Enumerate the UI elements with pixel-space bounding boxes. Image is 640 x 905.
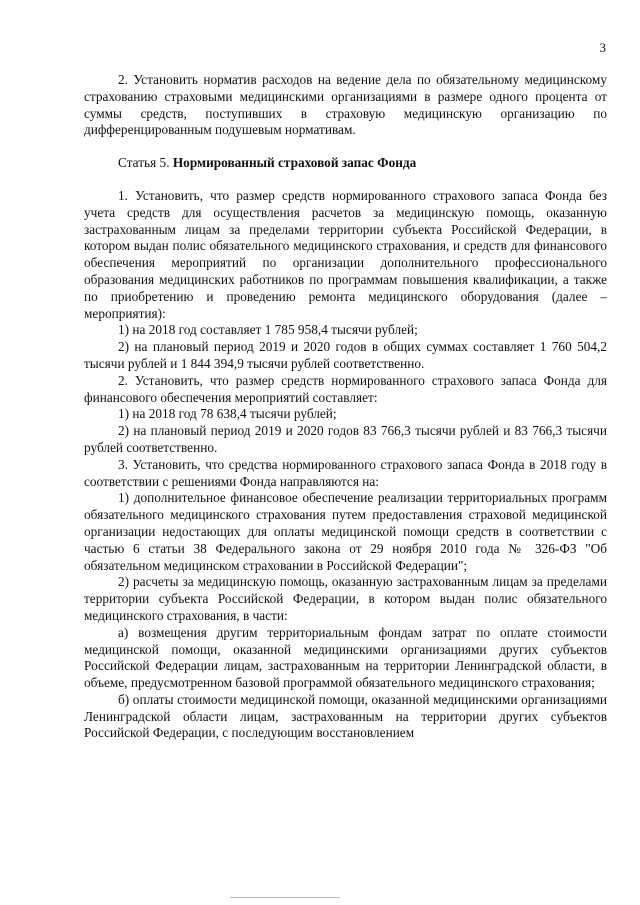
document-body [84,72,607,742]
article-prefix: Статья 5. [118,155,170,171]
paragraph-3-item-2-a: а) возмещения другим территориальным фондам затрат по оплате стоимости медицинской помощи, оказанной медицинскими организациями других субъектов Российской Федерации лицам, застрахованным на территории Ленинградской области, в объеме, предусмотренном базовой программой обязательного медицинского страхования; [84,624,607,691]
paragraph-2: 2. Установить, что размер средств нормированного страхового запаса Фонда для финансового обеспечения мероприятий составляет: [84,372,607,405]
paragraph-3: 3. Установить, что средства нормированного страхового запаса Фонда в 2018 году в соответствии с решениями Фонда направляются на: [84,456,607,489]
article-heading [84,155,607,172]
paragraph-3-item-2: 2) расчеты за медицинскую помощь, оказанную застрахованным лицам за пределами территории субъекта Российской Федерации, в котором выдан полис обязательного медицинского страхования, в части: [84,574,607,623]
page-bottom-rule [230,897,340,898]
paragraph-1-item-1: 1) на 2018 год составляет 1 785 958,4 тысячи рублей; [118,322,418,338]
page-number: 3 [599,40,606,55]
paragraph-1: 1. Установить, что размер средств нормированного страхового запаса Фонда без учета средств для осуществления расчетов за медицинскую помощь, оказанную застрахованным лицам за пределами территории субъекта Российской Федерации, в котором выдан полис обязательного медицинского страхования, и средств для финансового обеспечения мероприятий по организации дополнительного профессионального образования медицинских работников по программам повышения квалификации, а также по приобретению и проведению ремонта медицинского оборудования (далее – мероприятия): [84,187,607,321]
paragraph-norm-expenses: 2. Установить норматив расходов на ведение дела по обязательному медицинскому страхованию страховыми медицинскими организациями в размере одного процента от суммы средств, поступивших в страховую медицинскую организацию по дифференцированным подушевым нормативам. [84,72,607,138]
paragraph-2-item-1: 1) на 2018 год 78 638,4 тысячи рублей; [118,406,337,422]
paragraph-3-item-2-b: б) оплаты стоимости медицинской помощи, оказанной медицинскими организациями Ленинградской области лицам, застрахованным на территории других субъектов Российской Федерации, с последующим восстановлением [84,691,607,741]
paragraph-1-item-2: 2) на плановый период 2019 и 2020 годов в общих суммах составляет 1 760 504,2 тысячи рублей и 1 844 394,9 тысячи рублей соответственно. [84,339,607,371]
article-title: Нормированный страховой запас Фонда [172,155,417,171]
paragraph-3-item-1: 1) дополнительное финансовое обеспечение реализации территориальных программ обязательного медицинского страхования путем предоставления страховой медицинской организации недостающих для оплаты медицинской помощи средств в соответствии с частью 6 статьи 38 Федерального закона от 29 ноября 2010 года № 326-ФЗ "Об обязательном медицинском страховании в Российской Федерации"; [84,490,607,573]
paragraph-2-item-2: 2) на плановый период 2019 и 2020 годов 83 766,3 тысячи рублей и 83 766,3 тысячи рублей соответственно. [84,423,607,455]
